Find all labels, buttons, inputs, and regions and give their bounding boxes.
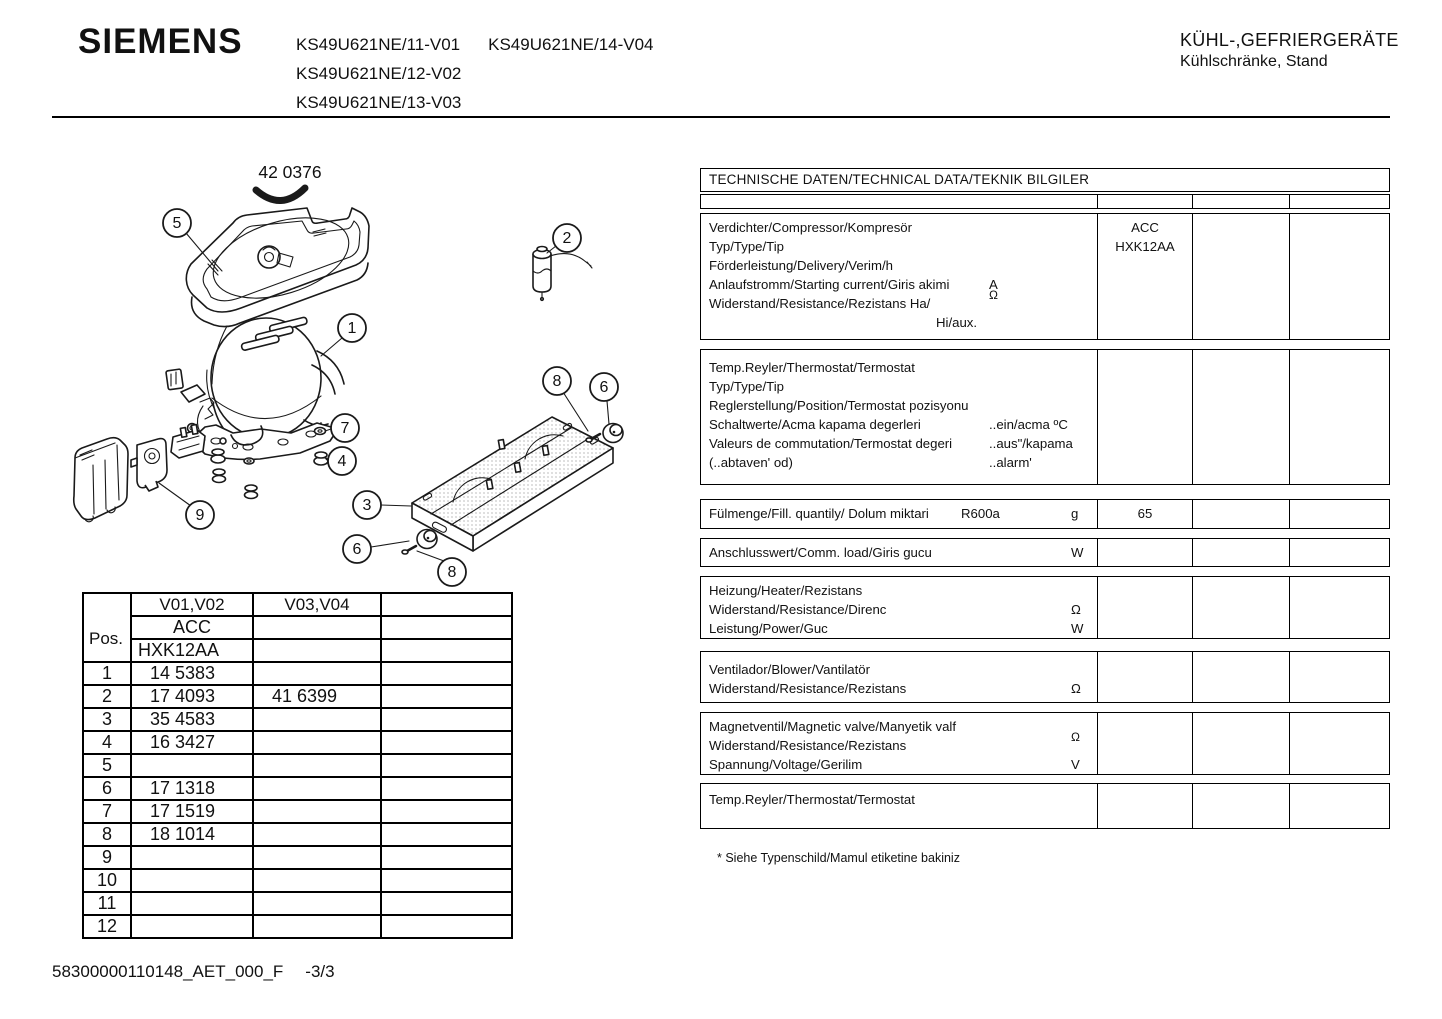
tech-line xyxy=(709,218,1089,237)
callout-5 xyxy=(163,209,191,237)
tech-section-6 xyxy=(700,651,1390,703)
tech-line xyxy=(709,453,1089,472)
svg-text:4: 4 xyxy=(337,453,347,470)
svg-text:8: 8 xyxy=(552,373,562,390)
tech-line-unit: A xyxy=(989,277,998,292)
model-number: KS49U621NE/14-V04 xyxy=(488,35,654,54)
part-number-cell xyxy=(253,754,381,777)
tech-value-cell xyxy=(1192,784,1289,828)
tech-line-mid: R600a xyxy=(961,506,1000,521)
part-number-cell xyxy=(253,823,381,846)
tech-line xyxy=(709,377,1089,396)
part-number-cell xyxy=(381,708,512,731)
tech-value-cell xyxy=(1289,500,1389,528)
svg-text:8: 8 xyxy=(447,564,457,581)
part-number-cell: 35 4583 xyxy=(131,708,253,731)
tech-section-labels xyxy=(701,350,1097,484)
empty-cell xyxy=(253,639,381,662)
part-number-cell xyxy=(253,869,381,892)
tech-value-cell xyxy=(1097,577,1192,638)
parts-row xyxy=(83,800,512,823)
model-row xyxy=(296,30,654,59)
tech-line xyxy=(709,660,1089,679)
part-number-cell xyxy=(381,846,512,869)
parts-table-body xyxy=(83,662,512,938)
tech-value-cell xyxy=(1192,500,1289,528)
pos-cell: 12 xyxy=(83,915,131,938)
svg-text:1: 1 xyxy=(347,320,357,337)
pos-cell: 9 xyxy=(83,846,131,869)
tech-value-cell xyxy=(1097,713,1192,774)
parts-row xyxy=(83,777,512,800)
part-number-cell xyxy=(253,777,381,800)
parts-row xyxy=(83,846,512,869)
tech-line-label: Spannung/Voltage/Gerilim xyxy=(709,757,863,772)
tech-value-cell xyxy=(1097,784,1192,828)
part-number-cell xyxy=(131,869,253,892)
part-number-cell xyxy=(381,915,512,938)
tech-section-labels xyxy=(701,500,1097,528)
tech-section-8 xyxy=(700,783,1390,829)
part-number-cell xyxy=(253,800,381,823)
tech-line-label: Reglerstellung/Position/Termostat pozisyonu xyxy=(709,398,969,413)
tech-section-1 xyxy=(700,213,1390,340)
pos-cell: 1 xyxy=(83,662,131,685)
callout-6-bottom xyxy=(343,535,371,563)
tech-value-cell xyxy=(1192,577,1289,638)
rail-part xyxy=(412,417,613,551)
pos-header: Pos. xyxy=(83,593,131,662)
part-number-cell xyxy=(381,731,512,754)
tech-line-label: Leistung/Power/Guc xyxy=(709,621,828,636)
part-number-cell: 14 5383 xyxy=(131,662,253,685)
part-number-cell: 16 3427 xyxy=(131,731,253,754)
variant-col2-header: V03,V04 xyxy=(253,593,381,616)
tech-value-cell xyxy=(1289,214,1389,339)
tech-line-unit: Ω xyxy=(989,288,998,302)
pos-cell: 5 xyxy=(83,754,131,777)
tech-line-label: Valeurs de commutation/Termostat degeri xyxy=(709,436,953,451)
tech-line-label: Heizung/Heater/Rezistans xyxy=(709,583,863,598)
tech-value-cell xyxy=(1289,652,1389,702)
tech-line-label: Hi/aux. xyxy=(936,315,978,330)
tech-line xyxy=(709,679,1089,698)
model-number: KS49U621NE/13-V03 xyxy=(296,93,462,112)
model-number: KS49U621NE/12-V02 xyxy=(296,64,462,83)
pos-cell: 6 xyxy=(83,777,131,800)
tech-line xyxy=(709,396,1089,415)
part-number-cell xyxy=(381,685,512,708)
drier-part xyxy=(533,247,592,301)
document-title-line1: KÜHL-,GEFRIERGERÄTE xyxy=(1180,30,1399,50)
tech-value-cell xyxy=(1097,500,1192,528)
tech-section-2 xyxy=(700,349,1390,485)
parts-row xyxy=(83,662,512,685)
tech-line-unit: Ω xyxy=(1071,681,1081,696)
tech-line-label: Förderleistung/Delivery/Verim/h xyxy=(709,258,893,273)
part-number-cell xyxy=(381,777,512,800)
compressor-type-cell: HXK12AA xyxy=(131,639,253,662)
parts-row xyxy=(83,685,512,708)
tech-line-label: Ventilador/Blower/Vantilatör xyxy=(709,662,871,677)
empty-cell xyxy=(1289,195,1389,208)
variant-col1-header: V01,V02 xyxy=(131,593,253,616)
callout-9 xyxy=(186,501,214,529)
tech-line xyxy=(709,717,1089,736)
pos-cell: 2 xyxy=(83,685,131,708)
parts-table xyxy=(82,592,513,939)
part-number-cell xyxy=(381,754,512,777)
tech-line xyxy=(709,790,1089,809)
svg-text:5: 5 xyxy=(172,215,182,232)
model-number: KS49U621NE/11-V01 xyxy=(296,35,461,54)
relay-part xyxy=(74,425,205,522)
tech-line-label: Verdichter/Compressor/Kompresör xyxy=(709,220,913,235)
callout-4 xyxy=(328,447,356,475)
tech-value-cell xyxy=(1289,713,1389,774)
tech-sections xyxy=(700,213,1390,829)
tech-line-unit: Ω xyxy=(1071,602,1081,617)
tech-line-label: Anschlusswert/Comm. load/Giris gucu xyxy=(709,545,932,560)
callout-6-top xyxy=(590,373,618,401)
tech-line-unit: V xyxy=(1071,757,1080,772)
model-row xyxy=(296,88,654,117)
tech-line xyxy=(709,619,1089,638)
pos-cell: 8 xyxy=(83,823,131,846)
tech-value: HXK12AA xyxy=(1115,239,1175,254)
parts-row xyxy=(83,892,512,915)
tech-section-labels xyxy=(701,652,1097,702)
exploded-parts-diagram xyxy=(55,140,715,606)
tech-value-cell xyxy=(1097,652,1192,702)
empty-cell xyxy=(381,616,512,639)
tech-line xyxy=(709,237,1089,256)
tech-line xyxy=(709,434,1089,453)
tech-section-7 xyxy=(700,712,1390,775)
tech-line xyxy=(709,415,1089,434)
tech-section-labels xyxy=(701,539,1097,566)
page-number: -3/3 xyxy=(305,962,335,981)
svg-text:9: 9 xyxy=(195,507,205,524)
page-footer xyxy=(52,962,335,982)
parts-row xyxy=(83,823,512,846)
tray-part xyxy=(186,203,369,326)
tech-line-unit: W xyxy=(1071,621,1084,636)
tech-value-cell xyxy=(1192,350,1289,484)
tech-line-unit: W xyxy=(1071,545,1084,560)
parts-row xyxy=(83,731,512,754)
parts-row xyxy=(83,915,512,938)
empty-cell xyxy=(381,639,512,662)
part-number-cell xyxy=(253,662,381,685)
tech-section-3 xyxy=(700,499,1390,529)
tech-value: 65 xyxy=(1137,506,1153,521)
tech-value-cell xyxy=(1097,214,1192,339)
tech-section-labels xyxy=(701,577,1097,638)
tech-line-unit: ..ein/acma ºC xyxy=(989,417,1068,432)
part-number-cell: 17 4093 xyxy=(131,685,253,708)
tech-section-labels xyxy=(701,214,1097,339)
tech-value-cell xyxy=(1097,539,1192,566)
tech-line-label: Typ/Type/Tip xyxy=(709,379,785,394)
tech-line-label: Typ/Type/Tip xyxy=(709,239,785,254)
callout-7 xyxy=(331,414,359,442)
part-number-cell xyxy=(253,915,381,938)
siemens-logo: SIEMENS xyxy=(78,22,243,61)
tech-line-label: Widerstand/Resistance/Rezistans xyxy=(709,681,907,696)
tech-line-label: Magnetventil/Magnetic valve/Manyetik valf xyxy=(709,719,957,734)
tech-line-unit: ..alarm' xyxy=(989,455,1032,470)
pos-cell: 3 xyxy=(83,708,131,731)
tech-value-cell xyxy=(1192,539,1289,566)
tech-value-cell xyxy=(1289,539,1389,566)
parts-row xyxy=(83,708,512,731)
part-number-cell xyxy=(131,892,253,915)
model-numbers xyxy=(296,30,654,117)
part-number-cell: 17 1519 xyxy=(131,800,253,823)
empty-cell xyxy=(1097,195,1192,208)
gasket-arc xyxy=(256,188,305,201)
part-number-cell xyxy=(253,892,381,915)
part-number-cell xyxy=(381,892,512,915)
callout-8-bottom xyxy=(438,558,466,586)
document-title xyxy=(1180,30,1399,71)
part-number-cell xyxy=(253,846,381,869)
callout-8-top xyxy=(543,367,571,395)
document-title-line2: Kühlschränke, Stand xyxy=(1180,53,1328,70)
tech-line-label: Anlaufstromm/Starting current/Giris akimi xyxy=(709,277,950,292)
part-number-cell xyxy=(381,800,512,823)
tech-line xyxy=(709,730,1089,755)
tech-line xyxy=(709,600,1089,619)
tech-line-label: Fülmenge/Fill. quantily/ Dolum miktari xyxy=(709,506,929,521)
tech-value-cell xyxy=(1097,350,1192,484)
callout-3 xyxy=(353,491,381,519)
tech-line-label: Temp.Reyler/Thermostat/Termostat xyxy=(709,792,915,807)
tech-value-cell xyxy=(1192,713,1289,774)
callout-1 xyxy=(338,314,366,342)
empty-cell xyxy=(1192,195,1289,208)
tech-line-label: Widerstand/Resistance/Direnc xyxy=(709,602,887,617)
part-number-cell: 41 6399 xyxy=(253,685,381,708)
part-number-cell xyxy=(131,915,253,938)
tech-section-4 xyxy=(700,538,1390,567)
part-number-cell xyxy=(381,869,512,892)
tech-value-cell xyxy=(1289,577,1389,638)
pos-cell: 10 xyxy=(83,869,131,892)
model-row xyxy=(296,59,654,88)
pos-cell: 4 xyxy=(83,731,131,754)
part-number-cell xyxy=(131,846,253,869)
empty-cell xyxy=(253,616,381,639)
diagram-part-label: 42 0376 xyxy=(258,162,322,182)
technical-data-table xyxy=(700,168,1390,829)
part-number-cell xyxy=(253,708,381,731)
parts-row xyxy=(83,869,512,892)
parts-row xyxy=(83,754,512,777)
svg-text:2: 2 xyxy=(562,230,572,247)
tech-value-cell xyxy=(1289,350,1389,484)
part-number-cell xyxy=(381,662,512,685)
callout-2 xyxy=(553,224,581,252)
pos-cell: 11 xyxy=(83,892,131,915)
tech-header-row xyxy=(700,194,1390,209)
tech-value-cell xyxy=(1192,652,1289,702)
part-number-cell xyxy=(131,754,253,777)
tech-line-unit: Ω xyxy=(1071,730,1080,744)
tech-line-label: Widerstand/Resistance/Rezistans Ha/ xyxy=(709,296,931,311)
tech-line-unit: g xyxy=(1071,506,1079,521)
tech-line xyxy=(709,256,1089,275)
part-number-cell xyxy=(253,731,381,754)
tech-line xyxy=(709,543,1089,562)
compressor-brand-cell: ACC xyxy=(131,616,253,639)
tech-value-cell xyxy=(1192,214,1289,339)
variant-col3-header xyxy=(381,593,512,616)
tech-section-labels xyxy=(701,784,1097,828)
tech-value-cell xyxy=(1289,784,1389,828)
tech-line xyxy=(709,288,1089,313)
part-number-cell xyxy=(381,823,512,846)
technical-data-title: TECHNISCHE DATEN/TECHNICAL DATA/TEKNIK BILGILER xyxy=(700,168,1390,192)
tech-line xyxy=(709,581,1089,600)
pos-cell: 7 xyxy=(83,800,131,823)
tech-line-label: (..abtaven' od) xyxy=(709,455,793,470)
footnote: * Siehe Typenschild/Mamul etiketine bakiniz xyxy=(717,851,960,865)
tech-line-label: Temp.Reyler/Thermostat/Termostat xyxy=(709,360,915,375)
tech-section-labels xyxy=(701,713,1097,774)
tech-line xyxy=(709,275,1089,294)
tech-line xyxy=(709,504,1089,523)
tech-line xyxy=(709,313,1089,332)
document-number: 58300000110148_AET_000_F xyxy=(52,962,284,981)
tech-line-label: Schaltwerte/Acma kapama degerleri xyxy=(709,417,921,432)
svg-text:6: 6 xyxy=(352,541,362,558)
svg-text:6: 6 xyxy=(599,379,609,396)
tech-line-unit: ..aus"/kapama xyxy=(989,436,1073,451)
svg-text:3: 3 xyxy=(362,497,372,514)
tech-section-5 xyxy=(700,576,1390,639)
tech-line-label: Widerstand/Resistance/Rezistans xyxy=(709,738,907,753)
header-divider xyxy=(52,116,1390,118)
tech-line xyxy=(709,755,1089,774)
empty-cell xyxy=(701,195,1097,208)
tech-line xyxy=(709,358,1089,377)
svg-text:7: 7 xyxy=(340,420,350,437)
part-number-cell: 17 1318 xyxy=(131,777,253,800)
part-number-cell: 18 1014 xyxy=(131,823,253,846)
tech-value: ACC xyxy=(1131,220,1159,235)
